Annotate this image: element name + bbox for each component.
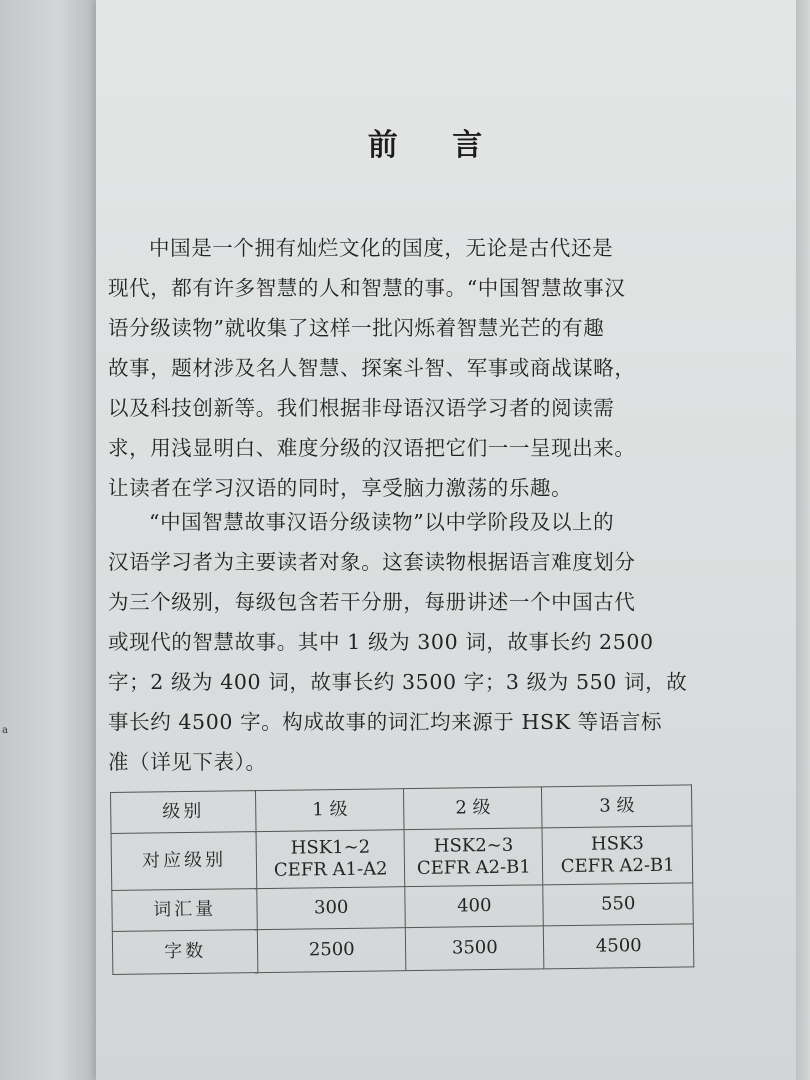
table-cell: 400: [405, 885, 544, 928]
row-label: 对应级别: [111, 832, 257, 891]
table-header-cell: 级别: [111, 791, 257, 834]
table-row: [111, 826, 693, 891]
table-cell: 550: [543, 883, 693, 926]
left-page-mark: a: [2, 725, 8, 736]
table-cell: 2500: [258, 928, 407, 973]
paragraph-line: “中国智慧故事汉语分级读物”以中学阶段及以上的: [149, 510, 615, 534]
book-page: [96, 0, 796, 1080]
paragraph-line: 现代，都有许多智慧的人和智慧的事。“中国智慧故事汉: [108, 276, 626, 300]
cell-line: CEFR A2-B1: [416, 856, 531, 879]
page-title: 前 言: [367, 128, 505, 163]
paragraph-line: 求，用浅显明白、难度分级的汉语把它们一一呈现出来。: [108, 436, 636, 460]
table-row: [112, 924, 694, 975]
table-cell: [256, 830, 405, 889]
cell-line: HSK3: [590, 833, 645, 855]
table-cell: 300: [257, 887, 406, 930]
paragraph-line: 或现代的智慧故事。其中 1 级为 300 词，故事长约 2500: [108, 630, 654, 654]
paragraph-2: [108, 502, 693, 782]
paragraph-line: 字；2 级为 400 词，故事长约 3500 字；3 级为 550 词，故: [108, 670, 688, 694]
paragraph-1: [108, 228, 693, 508]
paragraph-line: 中国是一个拥有灿烂文化的国度，无论是古代还是: [149, 236, 614, 260]
table-header-cell: 1 级: [256, 789, 405, 832]
cell-line: CEFR A2-B1: [560, 854, 675, 878]
row-label: 词汇量: [112, 889, 258, 932]
level-table: [110, 784, 694, 975]
cell-line: CEFR A1-A2: [273, 858, 388, 881]
cell-line: HSK2~3: [433, 834, 514, 857]
paragraph-line: 事长约 4500 字。构成故事的词汇均来源于 HSK 等语言标: [108, 710, 663, 734]
paragraph-line: 语分级读物”就收集了这样一批闪烁着智慧光芒的有趣: [108, 316, 605, 340]
right-page-edge: [796, 0, 810, 1080]
row-label: 字数: [112, 930, 258, 975]
paragraph-line: 让读者在学习汉语的同时，享受脑力激荡的乐趣。: [108, 476, 573, 500]
paragraph-line: 汉语学习者为主要读者对象。这套读物根据语言难度划分: [108, 550, 636, 574]
table-header-cell: 3 级: [542, 785, 692, 828]
table-cell: 3500: [406, 926, 545, 971]
paragraph-line: 准（详见下表）。: [108, 750, 267, 774]
table-cell: [404, 828, 543, 887]
cell-line: HSK1~2: [290, 836, 371, 859]
paragraph-line: 故事，题材涉及名人智慧、探案斗智、军事或商战谋略，: [108, 356, 636, 380]
table-header-cell: 2 级: [404, 787, 543, 830]
paragraph-line: 以及科技创新等。我们根据非母语汉语学习者的阅读需: [108, 396, 615, 420]
table-cell: 4500: [544, 924, 694, 969]
left-page-edge: [0, 0, 96, 1080]
table-cell: [542, 826, 692, 885]
paragraph-line: 为三个级别，每级包含若干分册，每册讲述一个中国古代: [108, 590, 636, 614]
